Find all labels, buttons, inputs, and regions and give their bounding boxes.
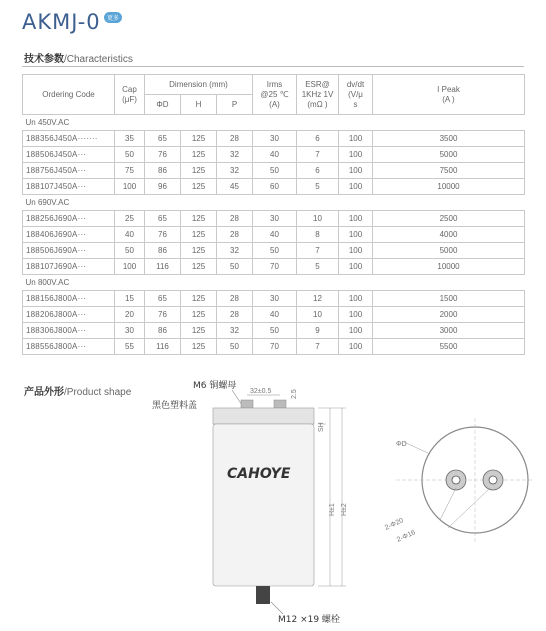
table-cell: 125 — [181, 243, 217, 259]
characteristics-divider — [22, 66, 524, 67]
table-cell: 4000 — [373, 227, 525, 243]
table-row — [23, 227, 525, 243]
table-cell: 86 — [145, 323, 181, 339]
table-cell: 28 — [217, 307, 253, 323]
col-dimension: Dimension (mm) — [145, 75, 253, 95]
ordering-code-cell: 188156J800A··· — [23, 291, 115, 307]
table-cell: 96 — [145, 179, 181, 195]
nut-label: M6 铜螺母 — [193, 381, 237, 391]
table-cell: 76 — [145, 227, 181, 243]
table-cell: 100 — [339, 339, 373, 355]
table-cell: 40 — [253, 227, 297, 243]
table-cell: 1500 — [373, 291, 525, 307]
ordering-code-cell: 188506J450A··· — [23, 147, 115, 163]
table-cell: 100 — [339, 323, 373, 339]
table-cell: 125 — [181, 163, 217, 179]
col-dvdt: dv/dt (V/μ s — [339, 75, 373, 115]
table-cell: 125 — [181, 131, 217, 147]
table-cell: 3500 — [373, 131, 525, 147]
ordering-code-cell: 188356J450A······· — [23, 131, 115, 147]
table-cell: 30 — [115, 323, 145, 339]
table-cell: 76 — [145, 147, 181, 163]
table-cell: 6 — [297, 131, 339, 147]
table-cell: 15 — [115, 291, 145, 307]
table-row — [23, 259, 525, 275]
table-cell: 125 — [181, 147, 217, 163]
table-row — [23, 179, 525, 195]
table-cell: 10000 — [373, 179, 525, 195]
table-cell: 28 — [217, 131, 253, 147]
table-row — [23, 291, 525, 307]
col-d: ΦD — [145, 95, 181, 115]
table-cell: 100 — [339, 243, 373, 259]
cover-label: 黑色塑料盖 — [152, 401, 198, 411]
table-cell: 5000 — [373, 147, 525, 163]
voltage-group-row — [23, 275, 525, 291]
table-cell: 8 — [297, 227, 339, 243]
table-cell: 100 — [115, 259, 145, 275]
table-cell: 10000 — [373, 259, 525, 275]
ordering-code-cell: 188756J450A··· — [23, 163, 115, 179]
product-shape-heading-en: /Product shape — [64, 387, 132, 398]
table-cell: 5 — [297, 179, 339, 195]
table-row — [23, 243, 525, 259]
table-cell: 50 — [253, 323, 297, 339]
table-cell: 9 — [297, 323, 339, 339]
table-row — [23, 339, 525, 355]
table-cell: 100 — [339, 179, 373, 195]
table-cell: 100 — [339, 259, 373, 275]
col-h: H — [181, 95, 217, 115]
table-row — [23, 163, 525, 179]
voltage-group-row — [23, 195, 525, 211]
plastic-cover — [213, 408, 314, 424]
table-cell: 70 — [253, 259, 297, 275]
table-cell: 100 — [339, 147, 373, 163]
table-cell: 100 — [339, 307, 373, 323]
terminal-left — [241, 400, 253, 408]
ordering-code-cell: 188256J690A··· — [23, 211, 115, 227]
table-cell: 3000 — [373, 323, 525, 339]
table-cell: 45 — [217, 179, 253, 195]
table-cell: 125 — [181, 339, 217, 355]
side-view — [152, 379, 348, 625]
table-cell: 70 — [253, 339, 297, 355]
dim-2-phi20: 2-Φ20 — [383, 517, 405, 532]
ordering-code-cell: 188406J690A··· — [23, 227, 115, 243]
table-cell: 32 — [217, 323, 253, 339]
dim-phi-d: ΦD — [396, 441, 407, 448]
table-cell: 50 — [253, 163, 297, 179]
col-p: P — [217, 95, 253, 115]
table-row — [23, 307, 525, 323]
table-cell: 55 — [115, 339, 145, 355]
voltage-group-row — [23, 115, 525, 131]
col-irms: Irms @25 ℃ (A) — [253, 75, 297, 115]
table-cell: 100 — [339, 291, 373, 307]
voltage-group-label: Un 800V.AC — [23, 275, 525, 291]
characteristics-heading-cn: 技术参数 — [24, 54, 64, 65]
terminal-right — [274, 400, 286, 408]
table-cell: 30 — [253, 211, 297, 227]
table-cell: 50 — [217, 259, 253, 275]
title-badge: 更多 — [104, 12, 122, 23]
table-cell: 12 — [297, 291, 339, 307]
ordering-code-cell: 188206J800A··· — [23, 307, 115, 323]
table-cell: 125 — [181, 211, 217, 227]
dim-2-5: 2.5 — [291, 389, 298, 399]
table-row — [23, 131, 525, 147]
dim-sh: SH — [318, 422, 325, 432]
col-ordering-code: Ordering Code — [23, 75, 115, 115]
table-cell: 116 — [145, 259, 181, 275]
table-cell: 65 — [145, 131, 181, 147]
ordering-code-cell: 188506J690A··· — [23, 243, 115, 259]
characteristics-table — [22, 74, 525, 355]
capacitor-body — [213, 424, 314, 586]
table-cell: 5500 — [373, 339, 525, 355]
dim-2-phi16: 2-Φ16 — [395, 529, 417, 544]
table-cell: 5 — [297, 259, 339, 275]
table-cell: 20 — [115, 307, 145, 323]
dim-h2: H±2 — [341, 503, 348, 516]
brand-logo: CAHOYE — [227, 466, 291, 482]
table-cell: 40 — [115, 227, 145, 243]
page-title: AKMJ-0 — [22, 10, 101, 34]
table-cell: 40 — [253, 147, 297, 163]
table-cell: 28 — [217, 291, 253, 307]
dim-terminal-spacing: 32±0.5 — [250, 388, 272, 395]
product-shape-drawing — [0, 370, 546, 631]
dim-h1: H±1 — [329, 503, 336, 516]
ordering-code-cell: 188306J800A··· — [23, 323, 115, 339]
table-cell: 7 — [297, 243, 339, 259]
table-cell: 28 — [217, 211, 253, 227]
table-cell: 65 — [145, 291, 181, 307]
table-cell: 7 — [297, 147, 339, 163]
table-cell: 65 — [145, 211, 181, 227]
table-cell: 125 — [181, 291, 217, 307]
table-cell: 30 — [253, 131, 297, 147]
col-cap: Cap (μF) — [115, 75, 145, 115]
table-cell: 28 — [217, 227, 253, 243]
table-cell: 32 — [217, 163, 253, 179]
table-cell: 125 — [181, 179, 217, 195]
table-cell: 86 — [145, 163, 181, 179]
voltage-group-label: Un 690V.AC — [23, 195, 525, 211]
table-row — [23, 323, 525, 339]
table-cell: 32 — [217, 243, 253, 259]
mounting-bolt — [256, 586, 270, 604]
table-cell: 116 — [145, 339, 181, 355]
table-cell: 125 — [181, 323, 217, 339]
table-cell: 100 — [339, 163, 373, 179]
table-cell: 7 — [297, 339, 339, 355]
table-cell: 100 — [339, 211, 373, 227]
table-cell: 60 — [253, 179, 297, 195]
table-cell: 75 — [115, 163, 145, 179]
table-cell: 2500 — [373, 211, 525, 227]
ordering-code-cell: 188107J450A··· — [23, 179, 115, 195]
col-esr: ESR@ 1KHz 1V (mΩ ) — [297, 75, 339, 115]
ordering-code-cell: 188107J690A··· — [23, 259, 115, 275]
table-cell: 7500 — [373, 163, 525, 179]
table-cell: 50 — [115, 243, 145, 259]
table-cell: 30 — [253, 291, 297, 307]
table-cell: 50 — [115, 147, 145, 163]
table-row — [23, 147, 525, 163]
table-cell: 10 — [297, 307, 339, 323]
table-cell: 125 — [181, 227, 217, 243]
characteristics-heading-en: /Characteristics — [64, 54, 133, 65]
table-cell: 86 — [145, 243, 181, 259]
table-cell: 100 — [339, 131, 373, 147]
ordering-code-cell: 188556J800A··· — [23, 339, 115, 355]
product-shape-heading-cn: 产品外形 — [24, 387, 64, 398]
table-row — [23, 211, 525, 227]
table-cell: 50 — [217, 339, 253, 355]
top-view — [384, 418, 534, 544]
table-cell: 50 — [253, 243, 297, 259]
table-cell: 5000 — [373, 243, 525, 259]
table-cell: 100 — [339, 227, 373, 243]
table-cell: 40 — [253, 307, 297, 323]
table-cell: 25 — [115, 211, 145, 227]
table-cell: 2000 — [373, 307, 525, 323]
table-cell: 100 — [115, 179, 145, 195]
table-cell: 76 — [145, 307, 181, 323]
table-cell: 6 — [297, 163, 339, 179]
col-ipeak: I Peak (A ) — [373, 75, 525, 115]
voltage-group-label: Un 450V.AC — [23, 115, 525, 131]
table-cell: 10 — [297, 211, 339, 227]
table-cell: 32 — [217, 147, 253, 163]
characteristics-heading — [24, 50, 133, 65]
bolt-label: M12 ×19 螺栓 — [278, 615, 340, 625]
table-cell: 125 — [181, 307, 217, 323]
table-cell: 35 — [115, 131, 145, 147]
table-cell: 125 — [181, 259, 217, 275]
